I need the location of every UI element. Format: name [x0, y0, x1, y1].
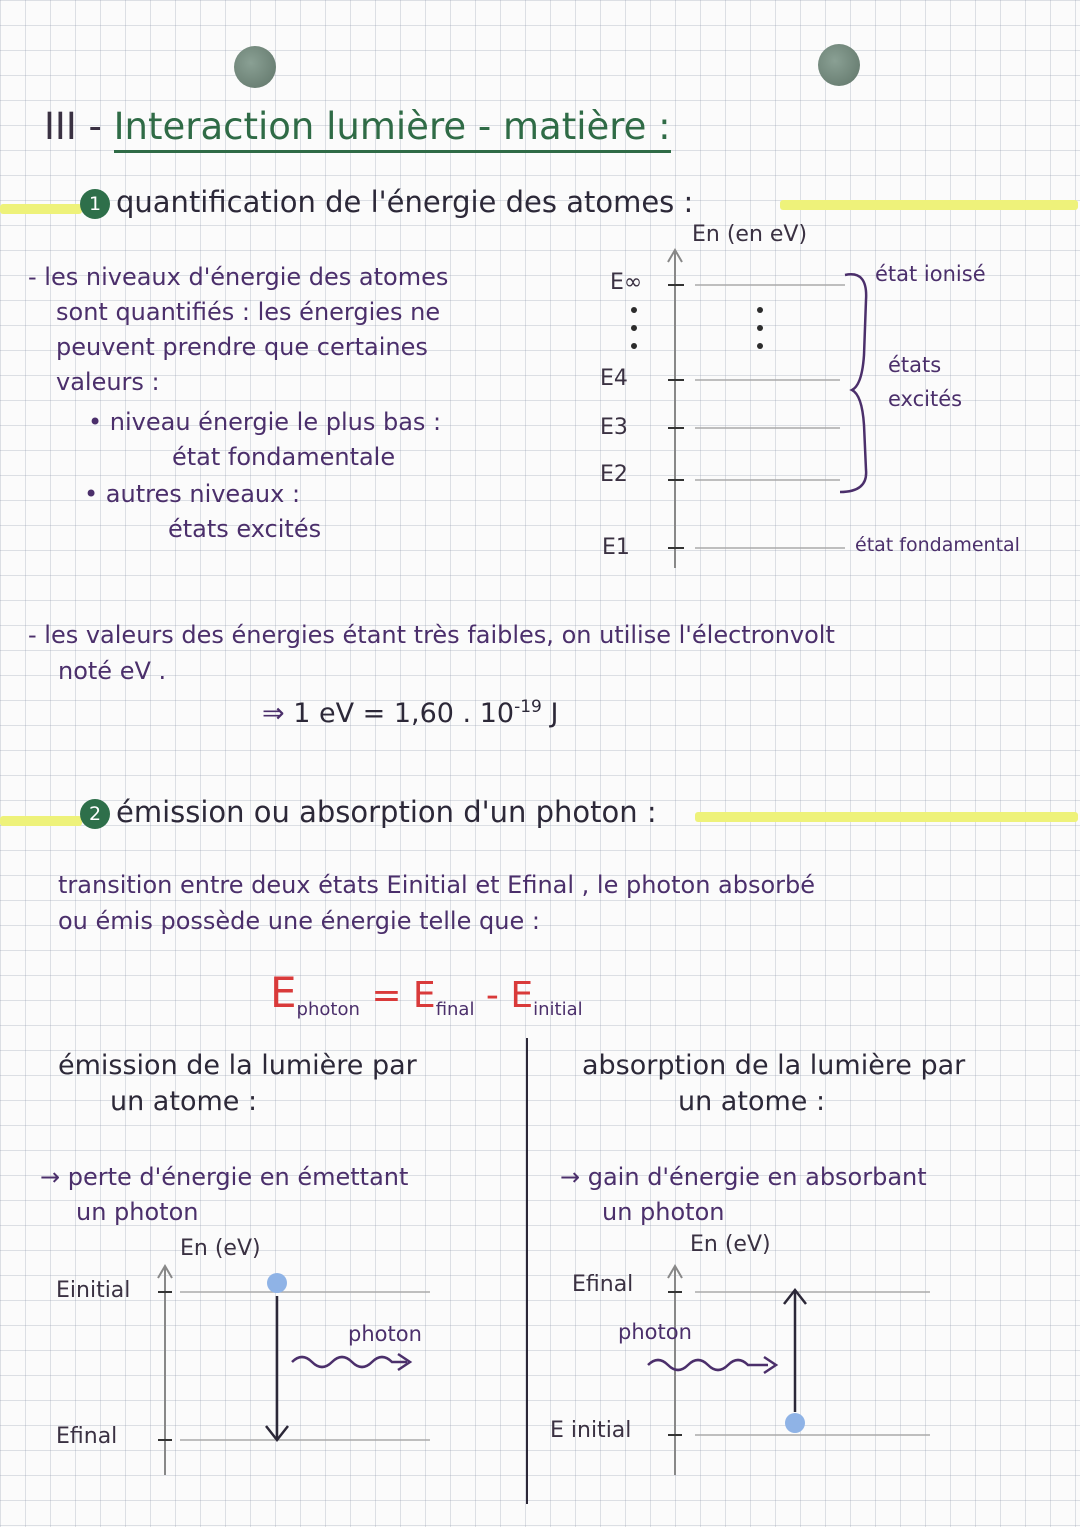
title-numeral: III - — [44, 105, 102, 148]
transition-diagrams — [0, 1230, 1080, 1510]
transition-line-1: transition entre deux états Einitial et Efinal , le photon absorbé — [58, 871, 816, 899]
paragraph-line: sont quantifiés : les énergies ne — [56, 298, 441, 326]
formula-sub — [533, 988, 583, 1023]
absorption-title-line: absorption de la lumière par — [582, 1050, 966, 1081]
formula-initial: initial — [533, 999, 583, 1021]
section-number-badge: 1 — [80, 189, 110, 219]
absorption-axis-label: En (eV) — [690, 1232, 771, 1257]
emission-title-line: un atome : — [110, 1086, 258, 1117]
absorption-initial-label: E initial — [550, 1418, 632, 1443]
emission-desc-line: un photon — [76, 1198, 199, 1226]
section-2-title: émission ou absorption d'un photon : — [116, 795, 657, 829]
level-label-E1: E1 — [602, 535, 630, 560]
section-number-badge: 2 — [80, 799, 110, 829]
bullet-text: état fondamentale — [172, 443, 396, 471]
emission-description — [40, 1160, 408, 1230]
excited-label-line: états — [888, 353, 942, 377]
paragraph-line: valeurs : — [56, 368, 160, 396]
emission-photon-label: photon — [348, 1322, 422, 1346]
formula-sub — [436, 988, 475, 1023]
absorption-photon-label: photon — [618, 1320, 692, 1344]
transition-line-2: ou émis possède une énergie telle que : — [58, 907, 540, 935]
ellipsis-dots — [631, 307, 763, 349]
level-label-E4: E4 — [600, 366, 628, 391]
emission-title-line: émission de la lumière par — [58, 1050, 417, 1081]
highlight-bar — [0, 816, 82, 826]
section-1-title: quantification de l'énergie des atomes : — [116, 185, 694, 219]
formula-final: final — [435, 999, 475, 1021]
absorption-final-label: Efinal — [572, 1272, 634, 1297]
conversion-exponent: -19 — [514, 697, 542, 717]
absorption-photon-wave — [648, 1360, 768, 1370]
emission-electron-dot — [267, 1273, 287, 1293]
implies-arrow: ⇒ — [262, 698, 285, 729]
conversion-unit: J — [550, 698, 559, 729]
absorption-electron-dot — [785, 1413, 805, 1433]
formula-photon: photon — [296, 999, 360, 1021]
level-label-E3: E3 — [600, 415, 628, 440]
bullet-text: états excités — [168, 515, 322, 543]
emission-final-label: Efinal — [56, 1424, 118, 1449]
level-label-E-inf: E∞ — [610, 270, 643, 295]
emission-axis-label: En (eV) — [180, 1236, 261, 1261]
ionise-state-label: état ionisé — [875, 262, 986, 286]
dot — [631, 325, 637, 331]
formula-sub — [297, 979, 360, 1025]
highlight-bar — [695, 812, 1078, 822]
dot — [631, 343, 637, 349]
bullet-text: • autres niveaux : — [84, 480, 301, 508]
formula-E: E — [270, 968, 297, 1017]
formula-equals-E: = E — [371, 975, 436, 1016]
section-2-heading — [80, 795, 657, 829]
paragraph-line: peuvent prendre que certaines — [56, 333, 428, 361]
absorption-desc-line: → gain d'énergie en absorbant — [560, 1163, 927, 1191]
paragraph-line: - les niveaux d'énergie des atomes — [28, 263, 449, 291]
dot — [757, 307, 763, 313]
electronvolt-conversion — [262, 690, 558, 731]
excited-states-brace — [840, 274, 866, 492]
level-lines — [695, 285, 845, 548]
emission-title — [58, 1048, 417, 1120]
excited-label-line: excités — [888, 387, 963, 411]
emission-desc-line: → perte d'énergie en émettant — [40, 1163, 409, 1191]
formula-minus-E: - E — [485, 975, 534, 1016]
emission-initial-label: Einitial — [56, 1278, 131, 1303]
bullet-text: • niveau énergie le plus bas : — [88, 408, 442, 436]
emission-photon-wave — [292, 1357, 407, 1367]
absorption-desc-line: un photon — [602, 1198, 725, 1226]
dot — [757, 343, 763, 349]
absorption-title-line: un atome : — [678, 1086, 826, 1117]
energy-axis-label: En (en eV) — [692, 222, 808, 247]
electronvolt-line-2: noté eV . — [58, 657, 167, 685]
fundamental-state-label: état fondamental — [855, 534, 1020, 556]
energy-level-diagram — [0, 0, 1080, 600]
absorption-title — [582, 1048, 965, 1120]
title-text: Interaction lumière - matière : — [114, 105, 671, 153]
conversion-value: 1 eV = 1,60 . 10 — [293, 698, 515, 729]
photon-energy-formula — [270, 968, 583, 1025]
excited-states-label — [888, 348, 962, 416]
level-label-E2: E2 — [600, 462, 628, 487]
absorption-description — [560, 1160, 927, 1230]
electronvolt-line-1: - les valeurs des énergies étant très faibles, on utilise l'électronvolt — [28, 621, 835, 649]
dot — [757, 325, 763, 331]
dot — [631, 307, 637, 313]
